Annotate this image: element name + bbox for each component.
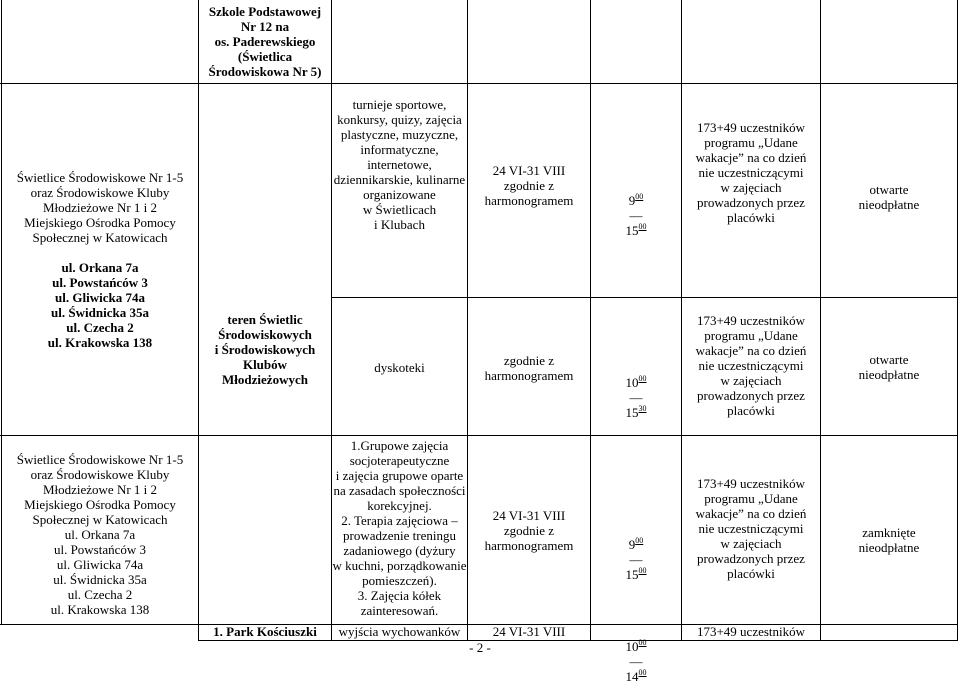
access-cell-2: zamknięte nieodpłatne	[858, 525, 920, 555]
hour-start: 9	[628, 537, 636, 552]
location-cell-top: Szkole Podstawowej Nr 12 na os. Paderewskiego (Świetlica Środowiskowa Nr 5)	[208, 4, 322, 79]
dates-cell-3: 24 VI-31 VIII	[492, 624, 566, 639]
hour-start-minutes: 00	[638, 374, 647, 383]
participants-cell-3: 173+49 uczestników	[696, 624, 806, 639]
hour-end-minutes: 00	[638, 668, 647, 677]
access-cell-1a: otwarte nieodpłatne	[858, 182, 920, 212]
organizer-cell-2: Świetlice Środowiskowe Nr 1-5 oraz Środowiskowe Kluby Młodzieżowe Nr 1 i 2 Miejskiego Ośrodka Pomocy Społecznej w Katowicach ul. Orkana 7a ul. Powstańców 3 ul. Gliwicka 74a ul. Świdnicka 35a ul. Czecha 2 ul. Krakowska 138	[16, 452, 184, 617]
organizer-name: Świetlice Środowiskowe Nr 1-5 oraz Środowiskowe Kluby Młodzieżowe Nr 1 i 2 Miejskiego Ośrodka Pomocy Społecznej w Katowicach	[16, 170, 184, 245]
hour-start-minutes: 00	[638, 638, 647, 647]
hour-start-minutes: 00	[635, 192, 644, 201]
grid-line	[198, 640, 958, 641]
hours-cell-3	[591, 624, 681, 684]
activity-cell-2: 1.Grupowe zajęcia socjoterapeutyczne i zajęcia grupowe oparte na zasadach społeczności korekcyjnej. 2. Terapia zajęciowa – prowadzenie treningu zadaniowego (dyżury w kuchni, porządkowanie pomieszczeń). 3. Zajęcia kółek zainteresowań.	[332, 438, 467, 618]
hour-start: 10	[625, 639, 639, 654]
dates-cell-1a: 24 VI-31 VIII zgodnie z harmonogramem	[484, 163, 574, 208]
organizer-cell-1	[2, 155, 198, 365]
hour-start: 9	[628, 193, 636, 208]
hour-dash: —	[629, 208, 643, 223]
grid-line	[331, 297, 958, 298]
activity-cell-1b: dyskoteki	[374, 360, 425, 375]
hours-cell-1b	[591, 360, 681, 420]
participants-cell-1a: 173+49 uczestników programu „Udane wakacje” na co dzień nie uczestniczącymi w zajęciach prowadzonych przez placówki	[695, 120, 807, 225]
hour-dash: —	[629, 390, 643, 405]
hour-end-minutes: 30	[638, 404, 647, 413]
hour-start: 10	[625, 375, 639, 390]
hours-cell-2	[591, 522, 681, 582]
activity-cell-1a: turnieje sportowe, konkursy, quizy, zajęcia plastyczne, muzyczne, informatyczne, internetowe, dziennikarskie, kulinarne organizowane w Świetlicach i Klubach	[333, 97, 466, 232]
hour-end: 15	[625, 405, 639, 420]
grid-line	[0, 435, 958, 436]
hour-start-minutes: 00	[635, 536, 644, 545]
dates-cell-2: 24 VI-31 VIII zgodnie z harmonogramem	[484, 508, 574, 553]
hour-dash: —	[629, 654, 643, 669]
location-cell-3: 1. Park Kościuszki	[213, 624, 317, 639]
hour-end: 14	[625, 669, 639, 684]
participants-cell-2: 173+49 uczestników programu „Udane wakacje” na co dzień nie uczestniczącymi w zajęciach prowadzonych przez placówki	[695, 476, 807, 581]
activity-cell-3: wyjścia wychowanków	[338, 624, 461, 639]
dates-cell-1b: zgodnie z harmonogramem	[484, 353, 574, 383]
grid-line	[957, 0, 958, 641]
hours-cell-1a	[591, 178, 681, 238]
hour-end: 15	[625, 567, 639, 582]
location-cell-1: teren Świetlic Środowiskowych i Środowiskowych Klubów Młodzieżowych	[214, 312, 316, 387]
participants-cell-1b: 173+49 uczestników programu „Udane wakacje” na co dzień nie uczestniczącymi w zajęciach prowadzonych przez placówki	[695, 313, 807, 418]
access-cell-1b: otwarte nieodpłatne	[858, 352, 920, 382]
hour-end-minutes: 00	[638, 222, 647, 231]
organizer-addresses: ul. Orkana 7a ul. Powstańców 3 ul. Gliwicka 74a ul. Świdnicka 35a ul. Czecha 2 ul. Krakowska 138	[47, 260, 153, 350]
page-number: - 2 -	[469, 640, 491, 655]
hour-end-minutes: 00	[638, 566, 647, 575]
hour-end: 15	[625, 223, 639, 238]
grid-line	[0, 83, 958, 84]
hour-dash: —	[629, 552, 643, 567]
